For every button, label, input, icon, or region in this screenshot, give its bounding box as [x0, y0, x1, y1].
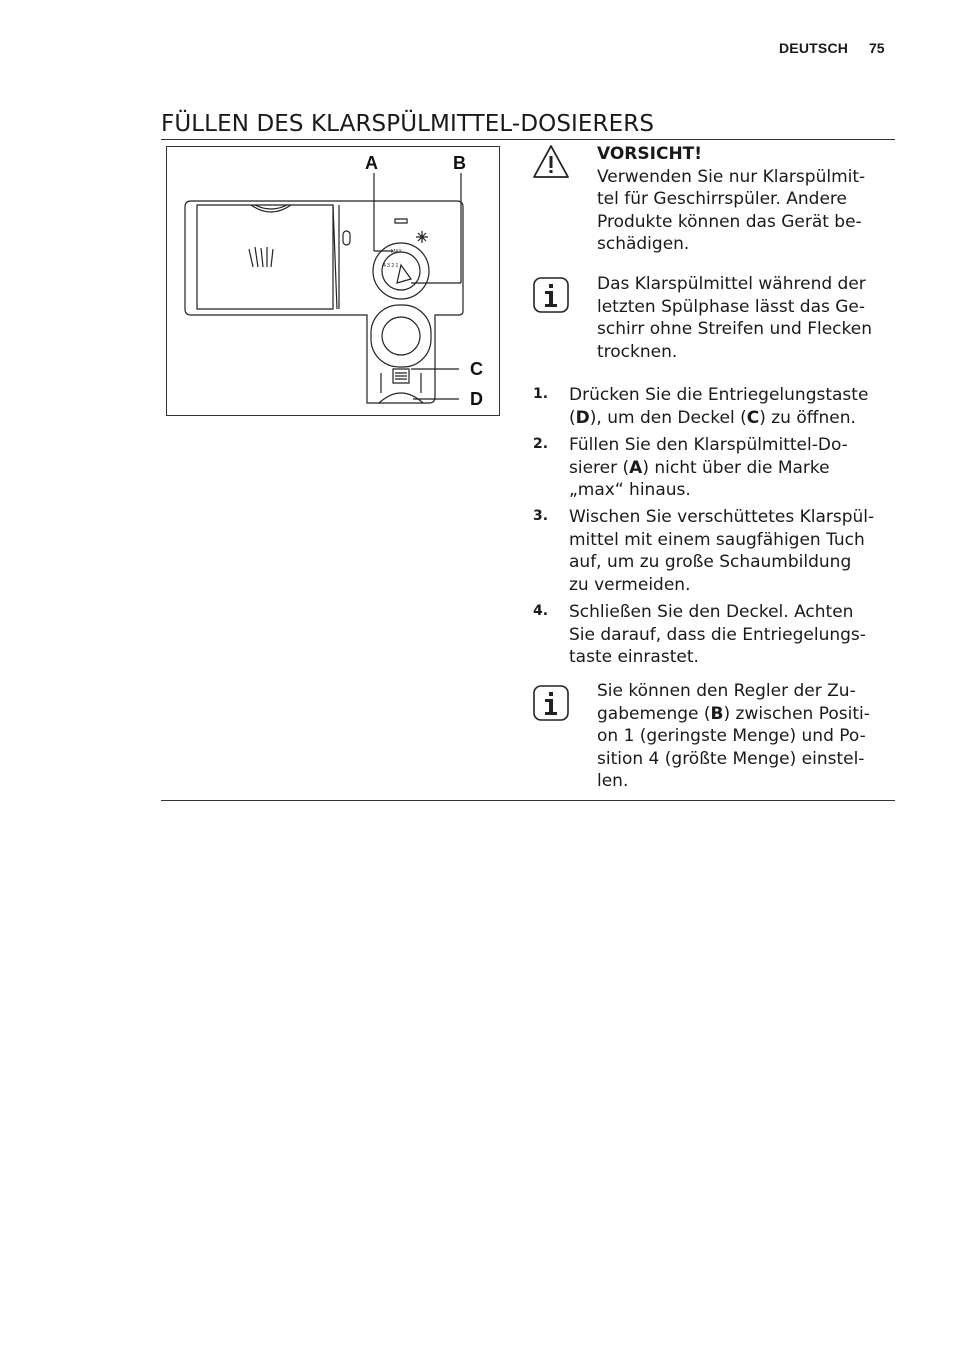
step-number: 4.	[533, 603, 549, 619]
callout-a: A	[365, 153, 378, 173]
dial-number-scale: 4 3 2 1	[383, 263, 399, 269]
step-4	[569, 601, 894, 669]
step-line: Schließen Sie den Deckel. Achten	[569, 602, 854, 622]
info-line: letzten Spülphase lässt das Ge-	[597, 296, 866, 317]
info-line: schirr ohne Streifen und Flecken	[597, 319, 872, 340]
info-line: trocknen.	[597, 341, 678, 362]
dispenser-figure	[166, 146, 500, 416]
callout-c: C	[470, 359, 483, 379]
step-number: 1.	[533, 386, 549, 402]
step-1	[569, 384, 894, 429]
step-line: „max“ hinaus.	[569, 480, 691, 501]
section-title: FÜLLEN DES KLARSPÜLMITTEL-DOSIERERS	[161, 111, 655, 138]
warning-heading: VORSICHT!	[597, 144, 703, 164]
bottom-divider	[161, 800, 895, 801]
info-line: len.	[597, 771, 629, 792]
step-line: mittel mit einem saugfähigen Tuch	[569, 529, 865, 550]
callout-d: D	[470, 389, 483, 409]
warning-line: schädigen.	[597, 234, 690, 255]
warning-block	[597, 143, 897, 256]
info-line: gabemenge (B) zwischen Positi-	[597, 703, 870, 724]
step-3	[569, 506, 894, 596]
step-line: Füllen Sie den Klarspülmittel-Do-	[569, 435, 848, 455]
step-line: taste einrastet.	[569, 647, 699, 668]
step-line: sierer (A) nicht über die Marke	[569, 457, 830, 478]
info-icon	[532, 684, 570, 726]
step-line: auf, um zu große Schaumbildung	[569, 552, 852, 573]
step-line: Wischen Sie verschüttetes Klarspül-	[569, 507, 875, 527]
info-line: Das Klarspülmittel während der	[597, 274, 866, 294]
step-line: (D), um den Deckel (C) zu öffnen.	[569, 407, 856, 428]
info-block-rinse-aid	[597, 273, 897, 363]
step-2	[569, 434, 894, 502]
step-line: zu vermeiden.	[569, 574, 691, 595]
callout-b: B	[453, 153, 466, 173]
top-divider	[161, 139, 895, 140]
warning-icon	[531, 143, 571, 185]
info-icon	[532, 276, 570, 318]
warning-line: Produkte können das Gerät be-	[597, 211, 862, 232]
warning-line: tel für Geschirrspüler. Andere	[597, 189, 847, 210]
info-line: Sie können den Regler der Zu-	[597, 681, 856, 701]
warning-line: Verwenden Sie nur Klarspülmit-	[597, 166, 866, 187]
dial-max-label: MAX	[391, 249, 402, 255]
step-line: Sie darauf, dass die Entriegelungs-	[569, 624, 866, 645]
header-language: DEUTSCH	[779, 40, 849, 56]
info-line: on 1 (geringste Menge) und Po-	[597, 726, 866, 747]
dispenser-illustration	[167, 147, 501, 417]
step-line: Drücken Sie die Entriegelungstaste	[569, 385, 869, 405]
step-number: 3.	[533, 508, 549, 524]
info-block-dosage	[597, 680, 897, 793]
page-number: 75	[869, 40, 885, 56]
info-line: sition 4 (größte Menge) einstel-	[597, 748, 865, 769]
step-number: 2.	[533, 436, 549, 452]
